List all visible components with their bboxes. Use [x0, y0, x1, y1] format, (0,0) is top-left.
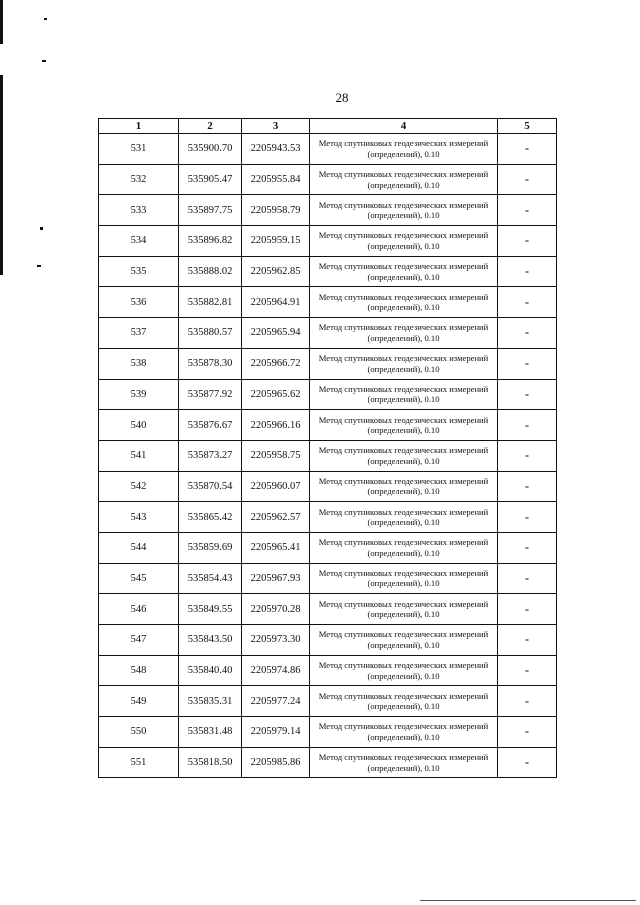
- method-cell: Метод спутниковых геодезических измерений (определений), 0.10: [310, 410, 498, 441]
- note-cell: -: [498, 440, 557, 471]
- column-header: 2: [179, 119, 242, 134]
- table-header-row: [99, 119, 557, 134]
- note-cell: -: [498, 164, 557, 195]
- x-coordinate-cell: 535896.82: [179, 226, 242, 257]
- point-number-cell: 545: [99, 563, 179, 594]
- point-number-cell: 534: [99, 226, 179, 257]
- method-cell: Метод спутниковых геодезических измерений (определений), 0.10: [310, 625, 498, 656]
- x-coordinate-cell: 535835.31: [179, 686, 242, 717]
- method-cell: Метод спутниковых геодезических измерений (определений), 0.10: [310, 747, 498, 778]
- method-cell: Метод спутниковых геодезических измерений (определений), 0.10: [310, 318, 498, 349]
- note-cell: -: [498, 226, 557, 257]
- table-row: [99, 287, 557, 318]
- x-coordinate-cell: 535876.67: [179, 410, 242, 441]
- point-number-cell: 540: [99, 410, 179, 441]
- table-row: [99, 686, 557, 717]
- point-number-cell: 550: [99, 717, 179, 748]
- y-coordinate-cell: 2205959.15: [242, 226, 310, 257]
- y-coordinate-cell: 2205962.85: [242, 256, 310, 287]
- scan-bottom-line: [420, 900, 636, 901]
- column-header: 3: [242, 119, 310, 134]
- note-cell: -: [498, 287, 557, 318]
- x-coordinate-cell: 535882.81: [179, 287, 242, 318]
- table-row: [99, 594, 557, 625]
- note-cell: -: [498, 747, 557, 778]
- note-cell: -: [498, 256, 557, 287]
- point-number-cell: 539: [99, 379, 179, 410]
- point-number-cell: 533: [99, 195, 179, 226]
- column-header: 4: [310, 119, 498, 134]
- point-number-cell: 538: [99, 348, 179, 379]
- point-number-cell: 544: [99, 532, 179, 563]
- point-number-cell: 546: [99, 594, 179, 625]
- method-cell: Метод спутниковых геодезических измерений (определений), 0.10: [310, 195, 498, 226]
- point-number-cell: 541: [99, 440, 179, 471]
- method-cell: Метод спутниковых геодезических измерений (определений), 0.10: [310, 379, 498, 410]
- x-coordinate-cell: 535849.55: [179, 594, 242, 625]
- note-cell: -: [498, 471, 557, 502]
- note-cell: -: [498, 379, 557, 410]
- y-coordinate-cell: 2205966.16: [242, 410, 310, 441]
- point-number-cell: 548: [99, 655, 179, 686]
- method-cell: Метод спутниковых геодезических измерений (определений), 0.10: [310, 717, 498, 748]
- point-number-cell: 542: [99, 471, 179, 502]
- table-row: [99, 134, 557, 165]
- x-coordinate-cell: 535865.42: [179, 502, 242, 533]
- x-coordinate-cell: 535880.57: [179, 318, 242, 349]
- method-cell: Метод спутниковых геодезических измерений (определений), 0.10: [310, 532, 498, 563]
- note-cell: -: [498, 625, 557, 656]
- point-number-cell: 551: [99, 747, 179, 778]
- note-cell: -: [498, 532, 557, 563]
- scan-dot: [42, 60, 46, 62]
- y-coordinate-cell: 2205965.41: [242, 532, 310, 563]
- table-row: [99, 318, 557, 349]
- table-row: [99, 532, 557, 563]
- y-coordinate-cell: 2205964.91: [242, 287, 310, 318]
- x-coordinate-cell: 535840.40: [179, 655, 242, 686]
- y-coordinate-cell: 2205943.53: [242, 134, 310, 165]
- y-coordinate-cell: 2205962.57: [242, 502, 310, 533]
- table-row: [99, 410, 557, 441]
- x-coordinate-cell: 535870.54: [179, 471, 242, 502]
- method-cell: Метод спутниковых геодезических измерений (определений), 0.10: [310, 471, 498, 502]
- y-coordinate-cell: 2205960.07: [242, 471, 310, 502]
- note-cell: -: [498, 318, 557, 349]
- table-row: [99, 195, 557, 226]
- y-coordinate-cell: 2205985.86: [242, 747, 310, 778]
- table-row: [99, 164, 557, 195]
- point-number-cell: 531: [99, 134, 179, 165]
- method-cell: Метод спутниковых геодезических измерений (определений), 0.10: [310, 134, 498, 165]
- x-coordinate-cell: 535873.27: [179, 440, 242, 471]
- y-coordinate-cell: 2205958.75: [242, 440, 310, 471]
- table-row: [99, 502, 557, 533]
- table-row: [99, 256, 557, 287]
- table-row: [99, 717, 557, 748]
- method-cell: Метод спутниковых геодезических измерений (определений), 0.10: [310, 226, 498, 257]
- point-number-cell: 543: [99, 502, 179, 533]
- scan-dot: [40, 227, 43, 230]
- note-cell: -: [498, 195, 557, 226]
- method-cell: Метод спутниковых геодезических измерений (определений), 0.10: [310, 164, 498, 195]
- point-number-cell: 537: [99, 318, 179, 349]
- note-cell: -: [498, 134, 557, 165]
- column-header: 1: [99, 119, 179, 134]
- x-coordinate-cell: 535843.50: [179, 625, 242, 656]
- note-cell: -: [498, 410, 557, 441]
- note-cell: -: [498, 502, 557, 533]
- y-coordinate-cell: 2205973.30: [242, 625, 310, 656]
- note-cell: -: [498, 594, 557, 625]
- point-number-cell: 547: [99, 625, 179, 656]
- note-cell: -: [498, 717, 557, 748]
- scan-dot: [37, 265, 41, 267]
- method-cell: Метод спутниковых геодезических измерений (определений), 0.10: [310, 256, 498, 287]
- point-number-cell: 536: [99, 287, 179, 318]
- x-coordinate-cell: 535818.50: [179, 747, 242, 778]
- table-row: [99, 348, 557, 379]
- y-coordinate-cell: 2205955.84: [242, 164, 310, 195]
- method-cell: Метод спутниковых геодезических измерений (определений), 0.10: [310, 287, 498, 318]
- x-coordinate-cell: 535877.92: [179, 379, 242, 410]
- table-row: [99, 226, 557, 257]
- method-cell: Метод спутниковых геодезических измерений (определений), 0.10: [310, 502, 498, 533]
- y-coordinate-cell: 2205974.86: [242, 655, 310, 686]
- table-row: [99, 379, 557, 410]
- y-coordinate-cell: 2205977.24: [242, 686, 310, 717]
- y-coordinate-cell: 2205970.28: [242, 594, 310, 625]
- page-number: 28: [335, 90, 349, 105]
- point-number-cell: 532: [99, 164, 179, 195]
- table-row: [99, 440, 557, 471]
- x-coordinate-cell: 535859.69: [179, 532, 242, 563]
- method-cell: Метод спутниковых геодезических измерений (определений), 0.10: [310, 563, 498, 594]
- y-coordinate-cell: 2205965.62: [242, 379, 310, 410]
- scan-dot: [44, 18, 47, 20]
- note-cell: -: [498, 655, 557, 686]
- table-row: [99, 471, 557, 502]
- y-coordinate-cell: 2205958.79: [242, 195, 310, 226]
- table-row: [99, 655, 557, 686]
- y-coordinate-cell: 2205967.93: [242, 563, 310, 594]
- note-cell: -: [498, 686, 557, 717]
- method-cell: Метод спутниковых геодезических измерений (определений), 0.10: [310, 348, 498, 379]
- y-coordinate-cell: 2205966.72: [242, 348, 310, 379]
- table-row: [99, 747, 557, 778]
- x-coordinate-cell: 535900.70: [179, 134, 242, 165]
- x-coordinate-cell: 535878.30: [179, 348, 242, 379]
- x-coordinate-cell: 535831.48: [179, 717, 242, 748]
- point-number-cell: 549: [99, 686, 179, 717]
- x-coordinate-cell: 535897.75: [179, 195, 242, 226]
- x-coordinate-cell: 535905.47: [179, 164, 242, 195]
- coordinates-table: [98, 118, 557, 778]
- method-cell: Метод спутниковых геодезических измерений (определений), 0.10: [310, 594, 498, 625]
- scan-mark-top: [0, 0, 3, 44]
- y-coordinate-cell: 2205979.14: [242, 717, 310, 748]
- method-cell: Метод спутниковых геодезических измерений (определений), 0.10: [310, 440, 498, 471]
- method-cell: Метод спутниковых геодезических измерений (определений), 0.10: [310, 655, 498, 686]
- table-row: [99, 563, 557, 594]
- table-row: [99, 625, 557, 656]
- note-cell: -: [498, 348, 557, 379]
- y-coordinate-cell: 2205965.94: [242, 318, 310, 349]
- x-coordinate-cell: 535854.43: [179, 563, 242, 594]
- point-number-cell: 535: [99, 256, 179, 287]
- method-cell: Метод спутниковых геодезических измерений (определений), 0.10: [310, 686, 498, 717]
- note-cell: -: [498, 563, 557, 594]
- x-coordinate-cell: 535888.02: [179, 256, 242, 287]
- column-header: 5: [498, 119, 557, 134]
